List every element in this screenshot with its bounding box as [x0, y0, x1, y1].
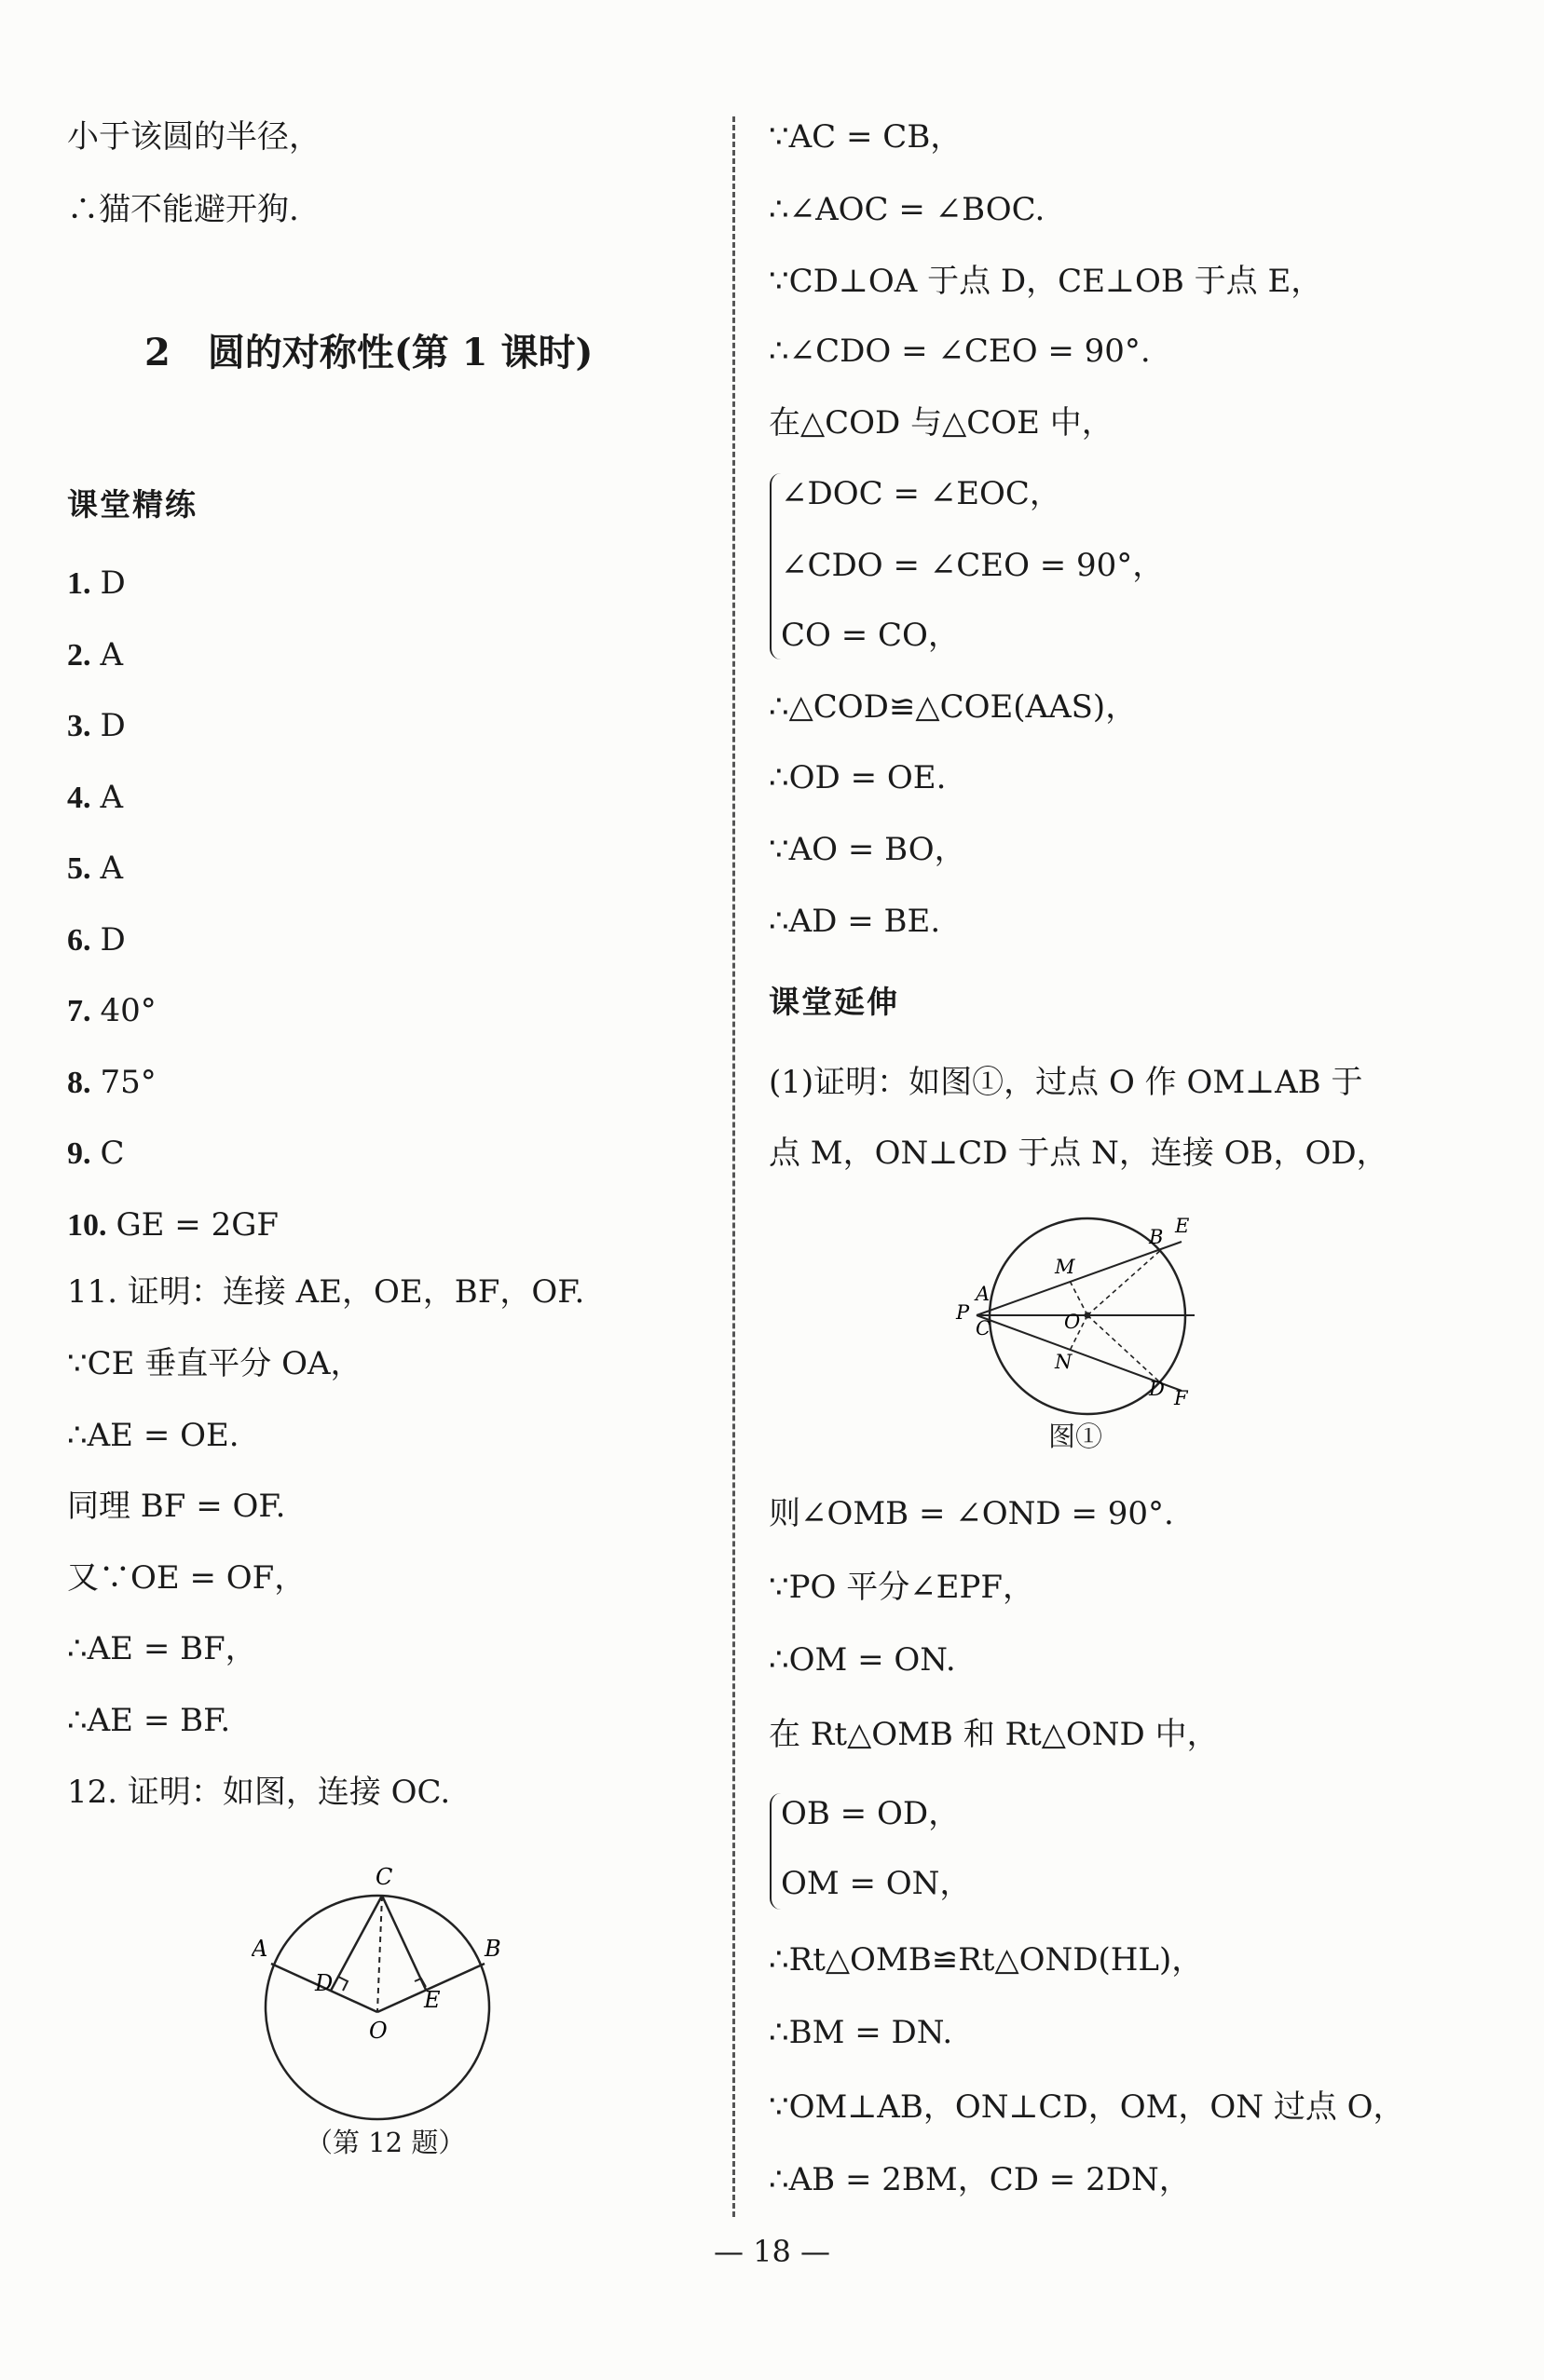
fig12-right-angle-e [415, 1979, 426, 1987]
fig12-label-b: B [485, 1936, 501, 1962]
system1-line-1: ∠DOC = ∠EOC， [781, 475, 1061, 512]
system2-line-2: OM = ON， [781, 1865, 972, 1902]
column-divider [732, 116, 735, 2217]
q11-line-2: ∵CE 垂直平分 OA， [67, 1345, 362, 1382]
answer-number: 1. [67, 566, 91, 601]
answer-number: 7. [67, 994, 91, 1028]
fig1-line-pe [977, 1242, 1182, 1315]
q11-line-5: 又∵OE = OF， [67, 1559, 307, 1597]
system2-brace [770, 1793, 781, 1910]
fig12-label-o: O [369, 2018, 388, 2044]
answer-item [67, 1133, 125, 1175]
figure-1 [950, 1206, 1230, 1421]
fig1-label-o: O [1064, 1311, 1081, 1333]
fig1-label-m: M [1055, 1256, 1075, 1278]
section-title: 2 圆的对称性(第 1 课时) [144, 331, 594, 374]
right-line-od-oe: ∴OD = OE. [769, 759, 947, 796]
right-line-angles: 则∠OMB = ∠OND = 90°. [769, 1495, 1174, 1532]
fig1-point-o [1085, 1312, 1091, 1319]
right-proof-line: ∵CD⊥OA 于点 D，CE⊥OB 于点 E， [769, 263, 1323, 300]
answer-item [67, 990, 157, 1032]
right-line-cong: ∴△COD≌△COE(AAS)， [769, 688, 1138, 726]
q11-line-1: 11. 证明：连接 AE，OE，BF，OF. [67, 1273, 585, 1311]
answer-number: 9. [67, 1136, 91, 1171]
answer-number: 3. [67, 709, 91, 743]
answer-number: 6. [67, 922, 91, 958]
right-line-rt: 在 Rt△OMB 和 Rt△OND 中， [769, 1716, 1219, 1753]
fig1-label-d: D [1149, 1378, 1165, 1400]
fig12-line-ce [382, 1896, 426, 1990]
answer-item [67, 848, 123, 890]
right-proof-line: ∵AC = CB， [769, 118, 963, 156]
answer-number: 2. [67, 637, 91, 673]
right-line-ad-be: ∴AD = BE. [769, 903, 941, 940]
answer-item [67, 919, 126, 961]
answer-value: D [100, 564, 126, 602]
fig1-caption: 图① [1048, 1421, 1103, 1452]
system1-line-3: CO = CO， [781, 617, 960, 654]
system2-line-1: OB = OD， [781, 1795, 961, 1832]
answer-item [67, 1204, 279, 1246]
answer-item [67, 634, 123, 676]
right-line-bm-dn: ∴BM = DN. [769, 2014, 953, 2051]
right-line-ab-cd: ∴AB = 2BM，CD = 2DN， [769, 2161, 1191, 2198]
fig12-label-e: E [424, 1987, 441, 2013]
right-line-bisect: ∵PO 平分∠EPF， [769, 1569, 1034, 1606]
q11-line-7: ∴AE = BF. [67, 1702, 231, 1739]
fig12-label-c: C [376, 1864, 393, 1890]
fig12-label-d: D [315, 1970, 334, 1996]
q11-line-6: ∴AE = BF， [67, 1630, 257, 1667]
right-proof-line: ∴∠AOC = ∠BOC. [769, 191, 1045, 228]
fig1-line-od [1087, 1315, 1161, 1383]
answer-value: A [100, 778, 124, 816]
answer-value: C [100, 1135, 125, 1172]
figure-12 [252, 1849, 503, 2128]
fig1-label-n: N [1055, 1351, 1073, 1373]
fig1-label-b: B [1149, 1226, 1164, 1248]
right-line-hl: ∴Rt△OMB≌Rt△OND(HL)， [769, 1941, 1204, 1979]
ext-line-1: (1)证明：如图①，过点 O 作 OM⊥AB 于 [769, 1064, 1363, 1101]
fig12-caption: （第 12 题） [306, 2127, 466, 2158]
q12-line: 12. 证明：如图，连接 OC. [67, 1774, 451, 1811]
fig1-label-f: F [1174, 1387, 1188, 1409]
ext-line-2: 点 M，ON⊥CD 于点 N，连接 OB，OD， [769, 1135, 1388, 1172]
answer-number: 4. [67, 780, 91, 815]
answer-value: A [100, 850, 124, 887]
fig12-circle [266, 1896, 489, 2119]
right-proof-line: 在△COD 与△COE 中， [769, 404, 1114, 442]
answer-value: A [100, 635, 124, 673]
system1-line-2: ∠CDO = ∠CEO = 90°， [781, 547, 1165, 584]
answer-value: 40° [100, 992, 157, 1029]
fig12-label-a: A [252, 1936, 268, 1962]
answer-value: GE = 2GF [116, 1205, 279, 1244]
q11-line-3: ∴AE = OE. [67, 1417, 239, 1454]
answer-number: 10. [67, 1207, 107, 1243]
answer-value: D [100, 920, 126, 959]
fig12-line-co [377, 1896, 382, 2012]
answer-number: 8. [67, 1065, 91, 1100]
fig1-label-e: E [1175, 1215, 1190, 1237]
right-line-om-on: ∴OM = ON. [769, 1641, 956, 1679]
answer-value: 75° [100, 1063, 157, 1101]
answer-value: D [100, 707, 126, 744]
right-line-ao-bo: ∵AO = BO， [769, 831, 966, 868]
answer-number: 5. [67, 851, 91, 886]
right-line-perp: ∵OM⊥AB，ON⊥CD，OM，ON 过点 O， [769, 2088, 1405, 2126]
q11-line-4: 同理 BF = OF. [67, 1488, 286, 1525]
answer-item [67, 777, 123, 819]
answer-item [67, 1062, 157, 1104]
fig1-label-p: P [956, 1301, 970, 1324]
subsection-extension: 课堂延伸 [769, 984, 899, 1020]
answer-item [67, 705, 126, 747]
right-proof-line: ∴∠CDO = ∠CEO = 90°. [769, 333, 1151, 370]
intro-line-1: 小于该圆的半径， [67, 118, 321, 156]
fig1-line-ob [1087, 1248, 1163, 1315]
fig1-label-a: A [976, 1283, 991, 1305]
fig12-right-angle-d [338, 1977, 348, 1991]
system1-brace [770, 473, 781, 660]
page-number: — 18 — [713, 2234, 831, 2269]
intro-line-2: ∴猫不能避开狗. [67, 191, 299, 228]
fig1-label-c: C [976, 1317, 991, 1340]
answer-item [67, 563, 126, 605]
subsection-practice: 课堂精练 [67, 486, 198, 523]
